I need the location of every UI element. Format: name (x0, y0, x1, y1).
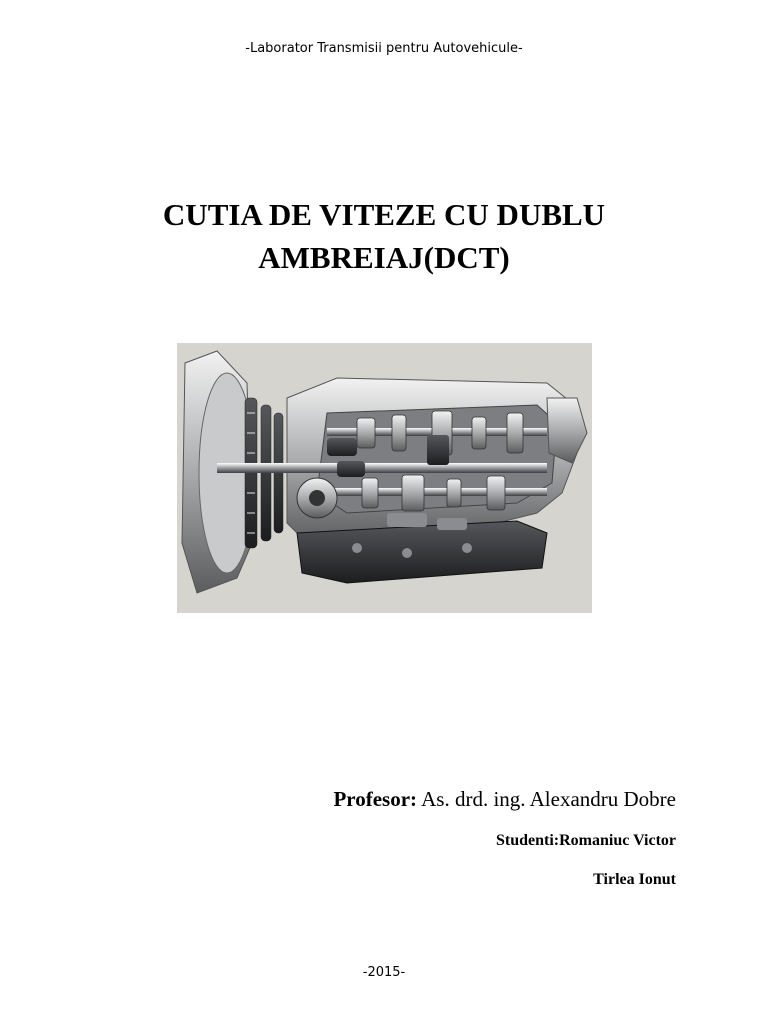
professor-label: Profesor: (333, 787, 418, 811)
professor-name: As. drd. ing. Alexandru Dobre (421, 787, 676, 811)
student-second: Tirlea Ionut (593, 871, 676, 888)
document-title (0, 193, 768, 279)
professor-line (333, 787, 676, 812)
title-line-1: CUTIA DE VITEZE CU DUBLU (162, 197, 606, 232)
transmission-cutaway-image (177, 343, 592, 613)
page-header: -Laborator Transmisii pentru Autovehicule- (245, 41, 523, 56)
students-line: Studenti:Romaniuc Victor (496, 832, 676, 849)
title-line-2: AMBREIAJ(DCT) (258, 240, 510, 275)
transmission-illustration (177, 343, 592, 613)
footer-year: -2015- (362, 965, 406, 980)
